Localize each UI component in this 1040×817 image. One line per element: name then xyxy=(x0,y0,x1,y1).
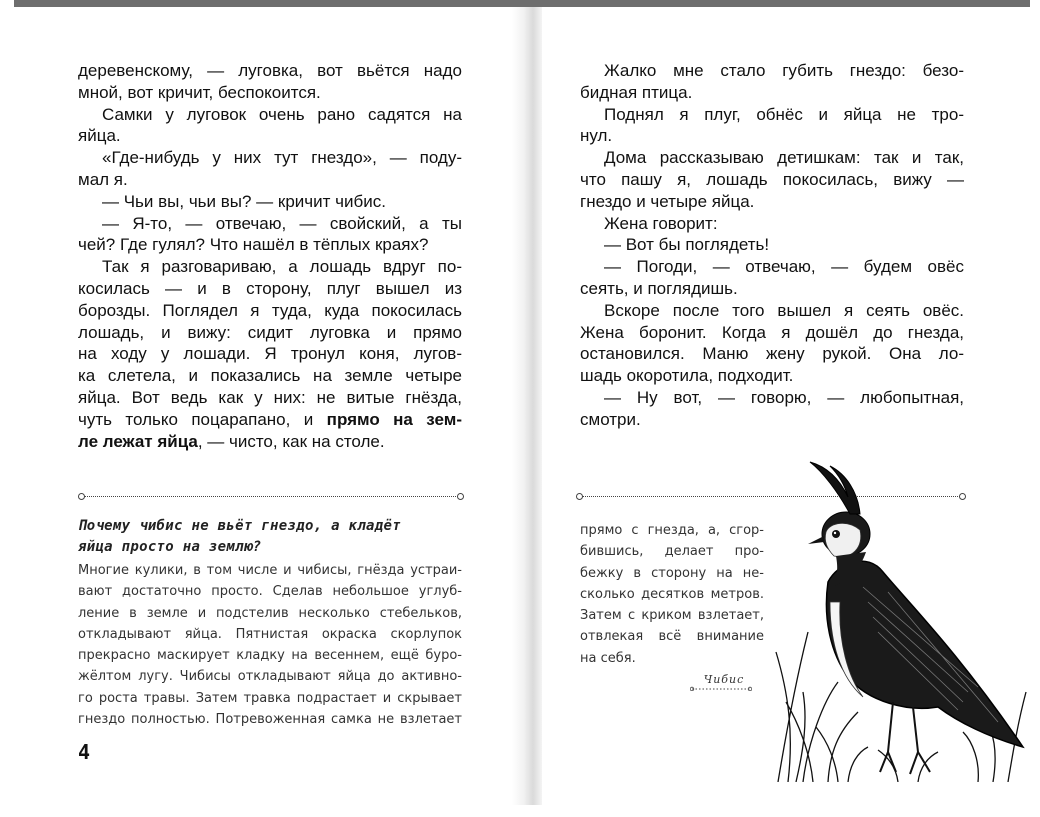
sidebar-line: сколько десятков метров. xyxy=(580,586,764,602)
divider-end xyxy=(457,493,464,500)
paragraph xyxy=(78,213,462,235)
bird-body xyxy=(826,561,1023,747)
sidebar-title xyxy=(78,516,462,558)
text-line: мал я. xyxy=(78,169,128,189)
sidebar-line: бившись, делает про- xyxy=(580,544,764,560)
sidebar-line: ление в земле и подстелив несколько стебельков, xyxy=(78,605,462,621)
text-line: Жалко мне стало губить гнездо: безо- xyxy=(604,61,964,80)
paragraph xyxy=(78,147,462,169)
sidebar-divider-left xyxy=(78,493,464,501)
text-line: Поднял я плуг, обнёс и яйца не тро- xyxy=(604,104,964,124)
paragraph xyxy=(78,234,462,256)
paragraph xyxy=(580,300,964,322)
text-line: Жена говорит: xyxy=(604,213,718,233)
text-line: Жена боронит. Когда я дошёл до гнезда, xyxy=(580,322,964,342)
text-line: яйца. xyxy=(78,126,121,146)
sidebar-line: откладывают яйца. Пятнистая окраска скорлупок xyxy=(78,626,462,642)
paragraph xyxy=(580,104,964,126)
sidebar-line: прямо с гнезда, а, сгор- xyxy=(580,523,764,538)
paragraph xyxy=(78,278,462,300)
paragraph xyxy=(580,256,964,278)
text-line: — Вот бы поглядеть! xyxy=(604,235,770,255)
sidebar-line: бежку в сторону на не- xyxy=(580,565,764,581)
paragraph xyxy=(580,213,964,235)
bold-phrase: ле лежат яйца xyxy=(78,431,198,451)
text-line: Дома рассказываю детишкам: так и так, xyxy=(604,148,964,168)
paragraph xyxy=(78,169,462,191)
text-line: Вскоре после того вышел я сеять овёс. xyxy=(604,300,964,320)
sidebar-title-line: яйца просто на землю? xyxy=(78,539,262,555)
text-line: деревенскому, — луговка, вот вьётся надо xyxy=(78,61,462,80)
top-border xyxy=(14,0,1030,7)
bird-crest xyxy=(810,462,860,514)
left-page-text xyxy=(78,60,462,452)
text-line: гнездо и четыре яйца. xyxy=(580,191,755,211)
text-line: Самки у луговок очень рано садятся на xyxy=(102,104,462,124)
lapwing-illustration xyxy=(768,452,1030,782)
text-line: что пашу я, лошадь покосилась, вижу — xyxy=(580,169,964,189)
paragraph xyxy=(580,409,964,431)
sidebar-line: го роста травы. Затем травка подрастает и скрывает xyxy=(78,690,462,706)
paragraph xyxy=(580,191,964,213)
paragraph xyxy=(78,191,462,213)
text-line: , — чисто, как на столе. xyxy=(197,431,385,451)
sidebar-continuation xyxy=(580,520,764,669)
eye-highlight xyxy=(834,532,836,534)
text-line: мной, вот кричит, беспокоится. xyxy=(78,82,321,102)
paragraph xyxy=(78,322,462,344)
text-line: лошадь, и вижу: сидит луговка и прямо xyxy=(78,322,462,342)
bird-legs xyxy=(880,702,930,774)
text-line: шадь окоротила, подходит. xyxy=(580,366,794,386)
right-page-text xyxy=(580,60,964,431)
sidebar-line: на себя. xyxy=(580,650,636,666)
paragraph xyxy=(78,125,462,147)
paragraph xyxy=(580,365,964,387)
sidebar-line: гнездо полностью. Потревоженная самка не взлетает xyxy=(78,712,462,728)
sidebar-line: отвлекая всё внимание xyxy=(580,629,764,645)
sidebar-body xyxy=(78,560,462,730)
text-line: Так я разговариваю, а лошадь вдруг по- xyxy=(102,257,462,277)
sidebar-line: Затем с криком взлетает, xyxy=(580,608,764,624)
paragraph xyxy=(78,343,462,365)
sidebar-line: вают достаточно просто. Сделав небольшое углуб- xyxy=(78,584,462,600)
paragraph xyxy=(580,322,964,344)
paragraph xyxy=(580,60,964,82)
paragraph xyxy=(580,169,964,191)
text-line: — Ну вот, — говорю, — любопытная, xyxy=(604,387,964,407)
text-line: — Погоди, — отвечаю, — будем овёс xyxy=(604,257,964,277)
bold-phrase: прямо на зем- xyxy=(326,409,462,429)
paragraph xyxy=(78,256,462,278)
text-line: нул. xyxy=(580,126,613,146)
paragraph xyxy=(78,60,462,82)
text-line: на ходу у лошади. Я тронул коня, лугов- xyxy=(78,344,462,364)
paragraph xyxy=(78,431,462,453)
book-spine xyxy=(512,7,542,805)
text-line: борозды. Поглядел я туда, куда покосилась xyxy=(78,300,462,320)
sidebar-line: Многие кулики, в том числе и чибисы, гнёзда устраи- xyxy=(78,563,462,578)
paragraph xyxy=(580,125,964,147)
paragraph xyxy=(580,278,964,300)
paragraph xyxy=(78,365,462,387)
text-line: косилась — и в сторону, плуг вышел из xyxy=(78,278,462,298)
paragraph xyxy=(580,147,964,169)
text-line: ка слетела, и показались на земле четыре xyxy=(78,366,462,386)
page-number: 4 xyxy=(78,740,91,764)
text-line: сеять, и поглядишь. xyxy=(580,278,738,298)
paragraph xyxy=(78,409,462,431)
paragraph xyxy=(580,82,964,104)
sidebar-line: прекрасно маскирует кладку на весеннем, ещё буро- xyxy=(78,648,462,664)
paragraph xyxy=(78,82,462,104)
paragraph xyxy=(78,387,462,409)
illustration-caption: Чибис xyxy=(703,673,745,686)
sidebar-title-line: Почему чибис не вьёт гнездо, а кладёт xyxy=(78,518,401,534)
divider-line xyxy=(84,496,458,497)
text-line: чуть только поцарапано, и xyxy=(78,409,314,429)
text-line: — Я-то, — отвечаю, — свойский, а ты xyxy=(102,213,462,233)
paragraph xyxy=(78,300,462,322)
text-line: яйца. Вот ведь как у них: не витые гнёзда, xyxy=(78,387,462,407)
text-line: бидная птица. xyxy=(580,82,693,102)
paragraph xyxy=(78,104,462,126)
text-line: чей? Где гулял? Что нашёл в тёплых краях? xyxy=(78,235,429,255)
text-line: остановился. Маню жену рукой. Она ло- xyxy=(580,344,964,364)
paragraph xyxy=(580,234,964,256)
bird-beak xyxy=(808,536,824,544)
paragraph xyxy=(580,343,964,365)
text-line: — Чьи вы, чьи вы? — кричит чибис. xyxy=(102,191,386,211)
paragraph xyxy=(580,387,964,409)
bird-eye xyxy=(832,530,840,538)
text-line: «Где-нибудь у них тут гнездо», — поду- xyxy=(102,148,462,168)
text-line: смотри. xyxy=(580,409,641,429)
sidebar-line: жёлтом лугу. Чибисы откладывают яйца до активно- xyxy=(78,669,462,685)
